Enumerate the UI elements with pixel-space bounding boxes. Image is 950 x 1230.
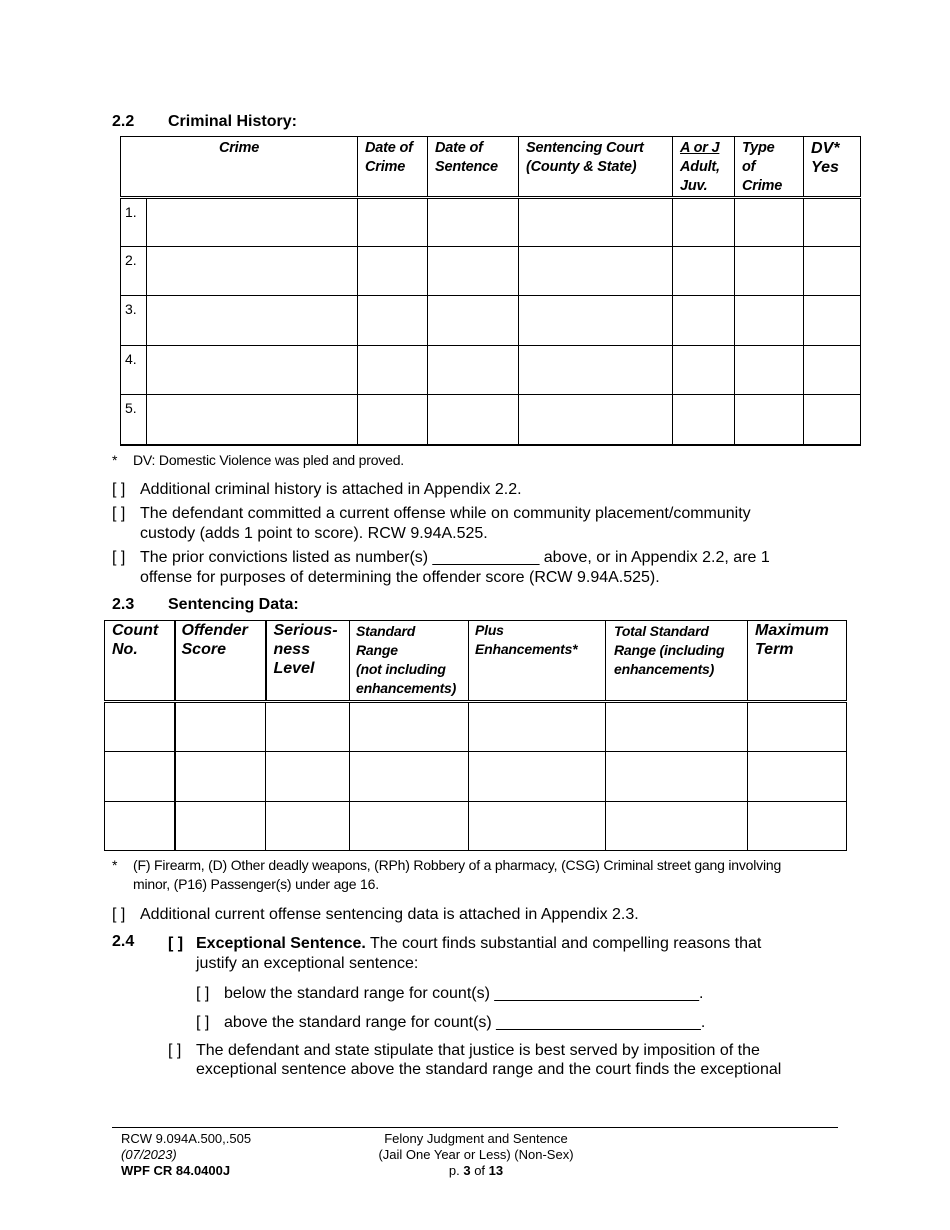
exceptional-sentence-heading [196,933,761,954]
section-number-2-3: 2.3 [112,596,135,613]
table-row [121,395,861,445]
col-header-text: Yes [811,159,839,176]
row-number: 5. [121,395,147,445]
checkbox-prior-convictions[interactable]: [ ] [112,549,126,566]
footer-rcw: RCW 9.094A.500,.505 [121,1131,252,1146]
col-header-text: Sentence [435,159,498,175]
seriousness-cell[interactable] [266,752,350,802]
section-number-2-2: 2.2 [112,113,135,130]
stipulation-text: The defendant and state stipulate that justice is best served by imposition of the [196,1042,760,1059]
col-header-total-standard-range [606,621,748,702]
dv-cell[interactable] [804,296,861,346]
sentencing-court-cell[interactable] [519,247,673,296]
col-header-text: Term [755,641,794,658]
table-row [105,702,847,752]
plus-enhancements-cell[interactable] [469,802,606,851]
col-header-text: Offender [181,622,248,639]
col-header-text: A or J [680,140,720,156]
type-of-crime-cell[interactable] [735,296,804,346]
footnote-marker: * [112,857,118,873]
col-header-text: (County & State) [526,159,637,175]
offender-score-cell[interactable] [175,802,266,851]
dv-footnote: DV: Domestic Violence was pled and proved. [133,452,404,468]
footer-doc-title: Felony Judgment and Sentence [384,1131,568,1146]
col-header-text: (not including [356,661,446,677]
maximum-term-cell[interactable] [748,752,847,802]
page-of: of [470,1163,489,1178]
standard-range-cell[interactable] [350,802,469,851]
col-header-a-or-j [673,137,735,198]
dv-cell[interactable] [804,247,861,296]
col-header-text: Adult, [680,159,720,175]
date-of-crime-cell[interactable] [358,247,428,296]
col-header-offender-score [175,621,266,702]
additional-history-text: Additional criminal history is attached in Appendix 2.2. [140,481,522,498]
col-header-text: Type [742,140,775,156]
checkbox-additional-sentencing[interactable]: [ ] [112,906,126,923]
crime-cell[interactable] [147,247,358,296]
a-or-j-cell[interactable] [673,247,735,296]
exceptional-sentence-text: The court finds substantial and compelling reasons that [365,935,762,952]
footer-page-number [326,1163,626,1179]
plus-enhancements-cell[interactable] [469,752,606,802]
col-header-text: Maximum [755,622,829,639]
a-or-j-cell[interactable] [673,296,735,346]
table-row [121,296,861,346]
date-of-crime-cell[interactable] [358,296,428,346]
section-title-sentencing-data: Sentencing Data: [168,596,299,613]
col-header-text: Enhancements* [475,641,578,657]
seriousness-cell[interactable] [266,702,350,752]
col-header-text: Level [273,660,315,677]
criminal-history-table [120,136,861,446]
col-header-text: Count [112,622,159,639]
checkbox-exceptional-sentence[interactable]: [ ] [168,935,184,952]
checkbox-below-range[interactable]: [ ] [196,985,210,1002]
table-row [121,247,861,296]
row-number: 1. [121,198,147,247]
standard-range-cell[interactable] [350,752,469,802]
date-of-sentence-cell[interactable] [428,346,519,395]
col-header-text: Score [181,641,226,658]
col-header-text: Date of [435,140,483,156]
table-row [121,198,861,247]
a-or-j-cell[interactable] [673,395,735,445]
offender-score-cell[interactable] [175,752,266,802]
table-row [121,346,861,395]
type-of-crime-cell[interactable] [735,198,804,247]
date-of-sentence-cell[interactable] [428,296,519,346]
col-header-text: Crime [742,178,783,194]
crime-cell[interactable] [147,198,358,247]
crime-cell[interactable] [147,346,358,395]
checkbox-above-range[interactable]: [ ] [196,1014,210,1031]
enhancements-footnote-2: minor, (P16) Passenger(s) under age 16. [133,876,379,892]
page-prefix: p. [448,1163,464,1178]
seriousness-cell[interactable] [266,802,350,851]
additional-sentencing-text: Additional current offense sentencing data is attached in Appendix 2.3. [140,906,639,923]
a-or-j-cell[interactable] [673,198,735,247]
page-current: 3 [463,1163,471,1178]
a-or-j-cell[interactable] [673,346,735,395]
count-no-cell[interactable] [105,702,175,752]
col-header-text: enhancements) [356,680,457,696]
dv-cell[interactable] [804,395,861,445]
sentencing-court-cell[interactable] [519,296,673,346]
standard-range-cell[interactable] [350,702,469,752]
section-number-2-4: 2.4 [112,933,135,950]
col-header-date-of-crime [358,137,428,198]
table-row [105,752,847,802]
footer-form-number: WPF CR 84.0400J [121,1163,231,1178]
crime-cell[interactable] [147,395,358,445]
enhancements-footnote: (F) Firearm, (D) Other deadly weapons, (RPh) Robbery of a pharmacy, (CSG) Criminal street gang involving [133,857,782,873]
col-header-text: Juv. [680,178,708,194]
col-header-text: Sentencing Court [526,140,644,156]
col-header-sentencing-court [519,137,673,198]
type-of-crime-cell[interactable] [735,346,804,395]
maximum-term-cell[interactable] [748,702,847,752]
exceptional-sentence-title: Exceptional Sentence. [196,935,366,952]
sentencing-header-row [105,621,847,702]
total-range-cell[interactable] [606,802,748,851]
section-title-criminal-history: Criminal History: [168,113,297,130]
page-total: 13 [488,1163,504,1178]
row-number: 4. [121,346,147,395]
checkbox-stipulation[interactable]: [ ] [168,1042,182,1059]
type-of-crime-cell[interactable] [735,395,804,445]
row-number: 3. [121,296,147,346]
checkbox-community-custody[interactable]: [ ] [112,505,126,522]
type-of-crime-cell[interactable] [735,247,804,296]
col-header-text: ness [273,641,310,658]
col-header-dv [804,137,861,198]
col-header-text: Standard [356,623,416,639]
row-number: 2. [121,247,147,296]
col-header-text: Date of [365,140,413,156]
col-header-text: Range (including [614,642,725,658]
col-header-crime [121,137,358,198]
col-header-standard-range [350,621,469,702]
col-header-text: Serious- [273,622,338,639]
col-header-date-of-sentence [428,137,519,198]
col-header-text: No. [112,641,138,658]
col-header-text: enhancements) [614,661,715,677]
date-of-sentence-cell[interactable] [428,198,519,247]
total-range-cell[interactable] [606,702,748,752]
date-of-sentence-cell[interactable] [428,247,519,296]
footer-date: (07/2023) [121,1147,177,1162]
sentencing-court-cell[interactable] [519,198,673,247]
total-range-cell[interactable] [606,752,748,802]
maximum-term-cell[interactable] [748,802,847,851]
col-header-seriousness [266,621,350,702]
offender-score-cell[interactable] [175,702,266,752]
prior-convictions-text: The prior convictions listed as number(s) ____________ above, or in Appendix 2.2, are 1 [140,549,770,566]
count-no-cell[interactable] [105,752,175,802]
date-of-crime-cell[interactable] [358,395,428,445]
criminal-history-header-row [121,137,861,198]
table-row [105,802,847,851]
col-header-plus-enhancements [469,621,606,702]
col-header-text: Total Standard [614,623,709,639]
sentencing-court-cell[interactable] [519,395,673,445]
sentencing-court-cell[interactable] [519,346,673,395]
footnote-marker: * [112,452,118,468]
footer-rule [112,1127,838,1128]
col-header-text: of [742,159,756,175]
col-header-text: DV* [811,140,840,157]
col-header-count-no [105,621,175,702]
col-header-text: Crime [365,159,406,175]
date-of-crime-cell[interactable] [358,346,428,395]
col-header-type-of-crime [735,137,804,198]
above-range-text: above the standard range for count(s) _______________________. [224,1014,706,1031]
checkbox-additional-history[interactable]: [ ] [112,481,126,498]
dv-cell[interactable] [804,346,861,395]
dv-cell[interactable] [804,198,861,247]
col-header-text: Range [356,642,398,658]
col-header-crime-text: Crime [218,140,260,156]
exceptional-sentence-text-2: justify an exceptional sentence: [196,955,419,972]
date-of-crime-cell[interactable] [358,198,428,247]
community-custody-text: The defendant committed a current offense while on community placement/community [140,505,751,522]
count-no-cell[interactable] [105,802,175,851]
prior-convictions-text-2: offense for purposes of determining the offender score (RCW 9.94A.525). [140,569,660,586]
date-of-sentence-cell[interactable] [428,395,519,445]
stipulation-text-2: exceptional sentence above the standard range and the court finds the exceptional [196,1061,782,1078]
footer-doc-subtitle: (Jail One Year or Less) (Non-Sex) [378,1147,574,1162]
below-range-text: below the standard range for count(s) _______________________. [224,985,704,1002]
community-custody-text-2: custody (adds 1 point to score). RCW 9.94A.525. [140,525,488,542]
col-header-maximum-term [748,621,847,702]
plus-enhancements-cell[interactable] [469,702,606,752]
crime-cell[interactable] [147,296,358,346]
col-header-text: Plus [475,622,504,638]
sentencing-data-table [104,620,847,851]
